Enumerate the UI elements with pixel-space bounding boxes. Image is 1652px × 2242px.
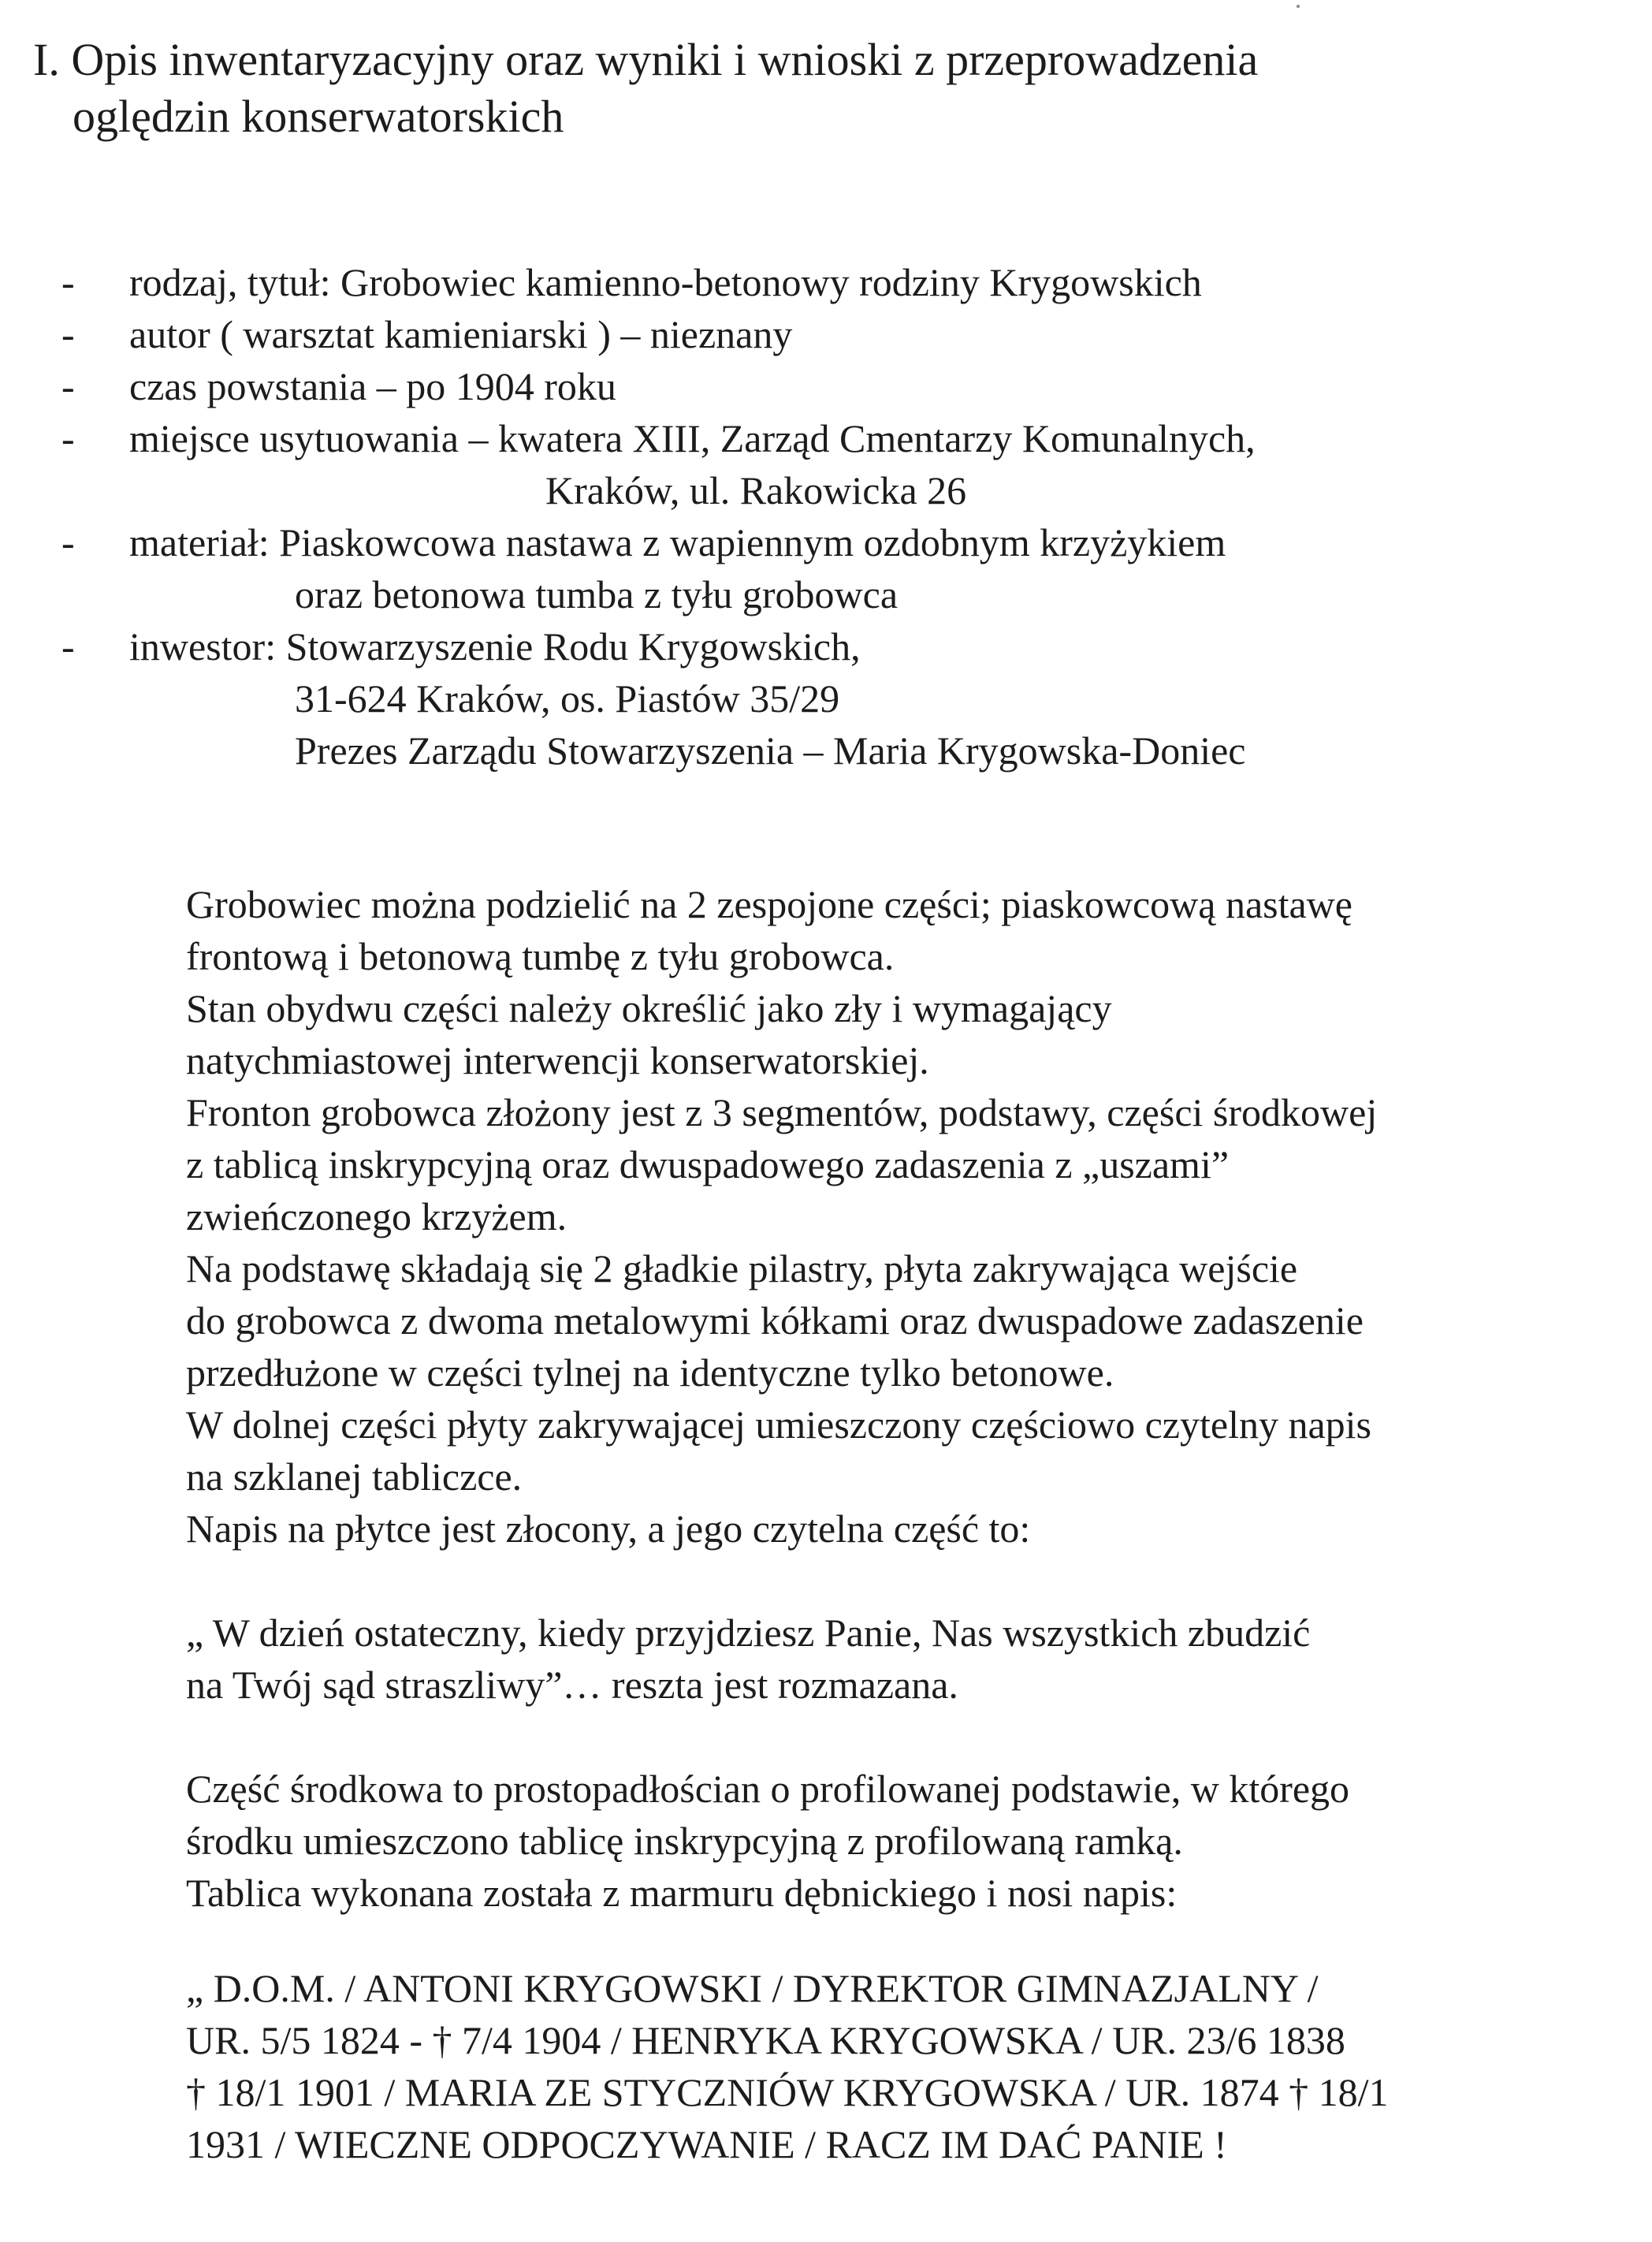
meta-investor-president: Prezes Zarządu Stowarzyszenia – Maria Krygowska-Doniec [295,728,1246,773]
text-line: przedłużone w części tylnej na identyczne tylko betonowe. [186,1350,1114,1395]
text-line: „ W dzień ostateczny, kiedy przyjdziesz Panie, Nas wszystkich zbudzić [186,1611,1311,1655]
metadata-list [61,256,1630,777]
meta-item-created [61,360,1630,412]
list-dash: - [61,364,75,408]
meta-investor-text: inwestor: Stowarzyszenie Rodu Krygowskich, [129,624,861,669]
heading-line-2: oględzin konserwatorskich [73,91,564,142]
meta-item-author [61,308,1630,360]
text-line: W dolnej części płyty zakrywającej umieszczony częściowo czytelny napis [186,1402,1372,1447]
heading-line-1: I. Opis inwentaryzacyjny oraz wyniki i wnioski z przeprowadzenia [33,34,1259,85]
list-dash: - [61,260,75,304]
text-line: Stan obydwu części należy określić jako zły i wymagający [186,986,1112,1030]
paragraph-description [186,878,1636,1555]
quote-inscription [186,1962,1636,2170]
text-line: natychmiastowej interwencji konserwatorskiej. [186,1038,929,1082]
text-line: 1931 / WIECZNE ODPOCZYWANIE / RACZ IM DAĆ PANIE ! [186,2122,1227,2166]
text-line: zwieńczonego krzyżem. [186,1194,567,1238]
text-line: Część środkowa to prostopadłościan o profilowanej podstawie, w którego [186,1767,1350,1811]
list-dash: - [61,520,75,564]
list-dash: - [61,312,75,356]
meta-item-material [61,516,1630,620]
text-line: Napis na płytce jest złocony, a jego czytelna część to: [186,1506,1031,1551]
meta-material-text: materiał: Piaskowcowa nastawa z wapiennym ozdobnym krzyżykiem [129,520,1226,564]
meta-type-text: rodzaj, tytuł: Grobowiec kamienno-betonowy rodziny Krygowskich [129,260,1202,304]
description-body [186,878,1636,2170]
spacer [186,1555,1636,1607]
text-line: z tablicą inskrypcyjną oraz dwuspadowego zadaszenia z „uszami” [186,1142,1230,1186]
meta-location-continuation: Kraków, ul. Rakowicka 26 [545,468,967,512]
text-line: na szklanej tabliczce. [186,1454,523,1499]
text-line: Tablica wykonana została z marmuru dębnickiego i nosi napis: [186,1871,1178,1915]
text-line: frontową i betonową tumbę z tyłu grobowca. [186,934,895,978]
text-line: „ D.O.M. / ANTONI KRYGOWSKI / DYREKTOR GIMNAZJALNY / [186,1966,1319,2010]
text-line: do grobowca z dwoma metalowymi kółkami oraz dwuspadowe zadaszenie [186,1298,1364,1343]
meta-investor-address: 31-624 Kraków, os. Piastów 35/29 [295,676,840,721]
text-line: Fronton grobowca złożony jest z 3 segmentów, podstawy, części środkowej [186,1090,1378,1134]
spacer [186,1919,1636,1962]
list-dash: - [61,416,75,460]
meta-item-location [61,412,1630,516]
quote-glass-plaque [186,1607,1636,1711]
meta-item-type [61,256,1630,308]
meta-material-continuation: oraz betonowa tumba z tyłu grobowca [295,572,899,616]
spacer [186,1711,1636,1763]
meta-item-investor [61,620,1630,777]
meta-created-text: czas powstania – po 1904 roku [129,364,616,408]
list-dash: - [61,624,75,669]
scan-speck [1297,5,1300,8]
paragraph-middle-part [186,1763,1636,1919]
text-line: Grobowiec można podzielić na 2 zespojone części; piaskowcową nastawę [186,882,1352,926]
meta-location-text: miejsce usytuowania – kwatera XIII, Zarząd Cmentarzy Komunalnych, [129,416,1256,460]
text-line: Na podstawę składają się 2 gładkie pilastry, płyta zakrywająca wejście [186,1246,1298,1290]
text-line: na Twój sąd straszliwy”… reszta jest rozmazana. [186,1663,958,1707]
section-heading [33,32,1609,145]
meta-author-text: autor ( warsztat kamieniarski ) – nieznany [129,312,793,356]
text-line: UR. 5/5 1824 - † 7/4 1904 / HENRYKA KRYGOWSKA / UR. 23/6 1838 [186,2018,1345,2062]
text-line: † 18/1 1901 / MARIA ZE STYCZNIÓW KRYGOWSKA / UR. 1874 † 18/1 [186,2070,1389,2114]
text-line: środku umieszczono tablicę inskrypcyjną z profilowaną ramką. [186,1819,1183,1863]
